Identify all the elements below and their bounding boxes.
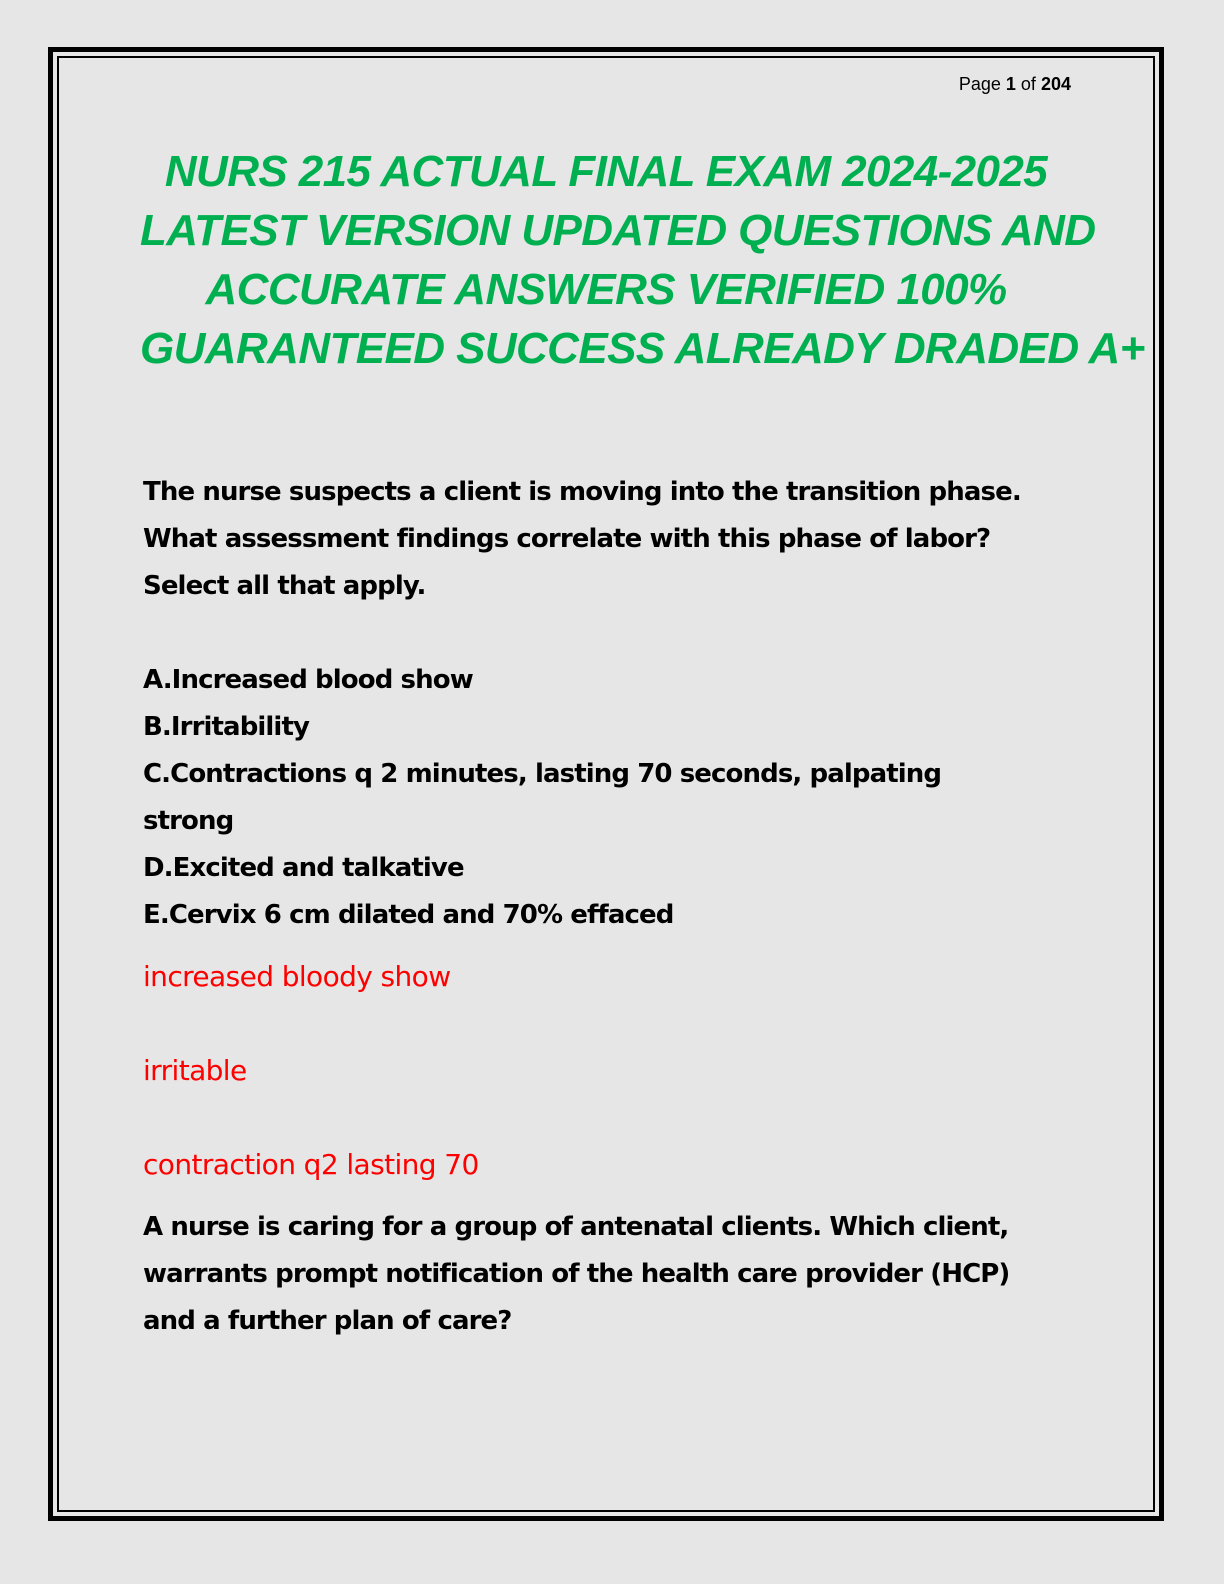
title-line: NURS 215 ACTUAL FINAL EXAM 2024-2025 (164, 147, 1048, 196)
page-label: Page (958, 74, 1001, 94)
page-number (959, 74, 1071, 95)
option-c-continued: strong (143, 806, 234, 836)
title-line: GUARANTEED SUCCESS ALREADY DRADED A+ (140, 324, 1145, 373)
option-c: C.Contractions q 2 minutes, lasting 70 seconds, palpating (143, 759, 942, 789)
question-line: and a further plan of care? (143, 1306, 512, 1336)
question-1-text (143, 469, 1021, 610)
page-of-label: of (1020, 74, 1036, 94)
answer-3: contraction q2 lasting 70 (143, 1148, 479, 1181)
document-title (140, 142, 1145, 378)
question-1-options (143, 657, 941, 939)
question-line: warrants prompt notification of the health care provider (HCP) (143, 1259, 1010, 1289)
page-current: 1 (1005, 74, 1016, 94)
answer-1: increased bloody show (143, 960, 451, 993)
question-line: Select all that apply. (143, 571, 426, 601)
title-line: ACCURATE ANSWERS VERIFIED 100% (205, 265, 1007, 314)
title-line: LATEST VERSION UPDATED QUESTIONS AND (140, 206, 1096, 255)
option-a: A.Increased blood show (143, 665, 473, 695)
answer-2: irritable (143, 1054, 247, 1087)
question-line: A nurse is caring for a group of antenatal clients. Which client, (143, 1212, 1009, 1242)
question-2-text (143, 1204, 1009, 1345)
page-total: 204 (1040, 74, 1071, 94)
question-line: What assessment findings correlate with this phase of labor? (143, 524, 991, 554)
question-line: The nurse suspects a client is moving into the transition phase. (143, 477, 1021, 507)
option-d: D.Excited and talkative (143, 853, 464, 883)
option-b: B.Irritability (143, 712, 310, 742)
option-e: E.Cervix 6 cm dilated and 70% effaced (143, 900, 674, 930)
